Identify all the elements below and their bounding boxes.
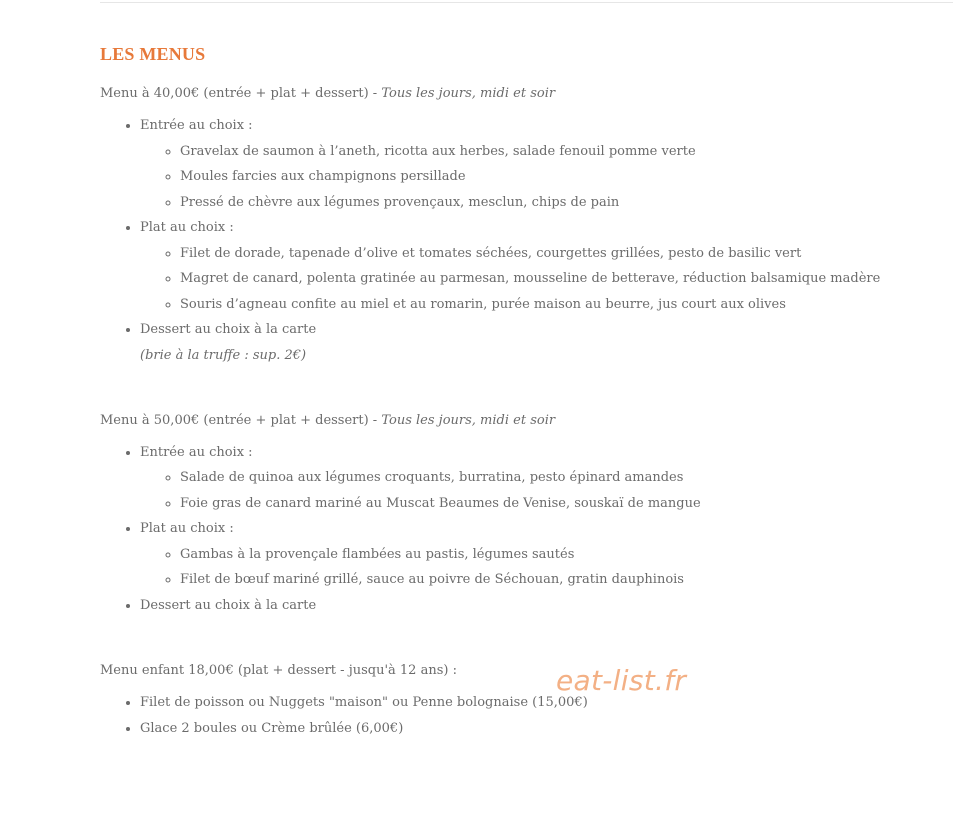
dish-item: ◦ Moules farcies aux champignons persillade (180, 164, 940, 190)
course-main (140, 516, 940, 593)
course-starter (140, 113, 940, 215)
menu-courses (100, 113, 940, 368)
course-label: Entrée au choix : (140, 118, 253, 133)
dish-item: ◦ Magret de canard, polenta gratinée au parmesan, mousseline de betterave, réduction balsamique madère (180, 266, 940, 292)
dish-item: ◦ Filet de dorade, tapenade d’olive et tomates séchées, courgettes grillées, pesto de basilic vert (180, 241, 940, 267)
course-options (140, 139, 940, 216)
menu-heading: Menu enfant 18,00€ (plat + dessert - jusqu'à 12 ans) : (100, 663, 457, 678)
course-options (140, 241, 940, 318)
kids-item: • Filet de poisson ou Nuggets "maison" ou Penne bolognaise (15,00€) (140, 690, 940, 716)
course-label: Plat au choix : (140, 220, 234, 235)
menu-availability: Tous les jours, midi et soir (381, 86, 556, 101)
course-options (140, 542, 940, 593)
menu-kids (100, 659, 940, 741)
kids-items (100, 690, 940, 741)
top-divider (100, 2, 953, 3)
course-label: Dessert au choix à la carte (140, 322, 317, 337)
course-label: Dessert au choix à la carte (140, 597, 317, 613)
course-options (140, 465, 940, 516)
course-label: Plat au choix : (140, 521, 234, 536)
course-starter (140, 440, 940, 517)
menu-content (100, 42, 940, 741)
menu-availability: Tous les jours, midi et soir (381, 412, 556, 428)
dish-item: ◦ Souris d’agneau confite au miel et au romarin, purée maison au beurre, jus court aux olives (180, 292, 940, 318)
menu-heading (100, 82, 940, 106)
course-label: Entrée au choix : (140, 444, 253, 460)
menu-50 (100, 409, 940, 619)
menu-heading (100, 409, 940, 433)
course-dessert (140, 317, 940, 368)
menu-courses (100, 440, 940, 619)
dish-item: ◦ Gambas à la provençale flambées au pastis, légumes sautés (180, 542, 940, 568)
supplement-note: (brie à la truffe : sup. 2€) (140, 347, 307, 363)
dish-item: ◦ Salade de quinoa aux légumes croquants, burratina, pesto épinard amandes (180, 465, 940, 491)
kids-item: • Glace 2 boules ou Crème brûlée (6,00€) (140, 716, 940, 742)
dish-item: ◦ Foie gras de canard mariné au Muscat Beaumes de Venise, souskaï de mangue (180, 491, 940, 517)
menu-40 (100, 82, 940, 368)
section-gap (100, 368, 940, 409)
watermark-logo: eat-list.fr (556, 664, 687, 697)
dish-item: ◦ Filet de bœuf mariné grillé, sauce au poivre de Séchouan, gratin dauphinois (180, 567, 940, 593)
dish-item: ◦ Gravelax de saumon à l’aneth, ricotta aux herbes, salade fenouil pomme verte (180, 139, 940, 165)
section-gap (100, 618, 940, 659)
menu-heading-text: Menu à 40,00€ (entrée + plat + dessert) - (100, 86, 382, 101)
page-title: LES MENUS (100, 44, 206, 64)
course-main (140, 215, 940, 317)
course-dessert (140, 593, 940, 619)
dish-item: ◦ Pressé de chèvre aux légumes provençaux, mesclun, chips de pain (180, 190, 940, 216)
menu-heading-text: Menu à 50,00€ (entrée + plat + dessert) - (100, 412, 382, 428)
